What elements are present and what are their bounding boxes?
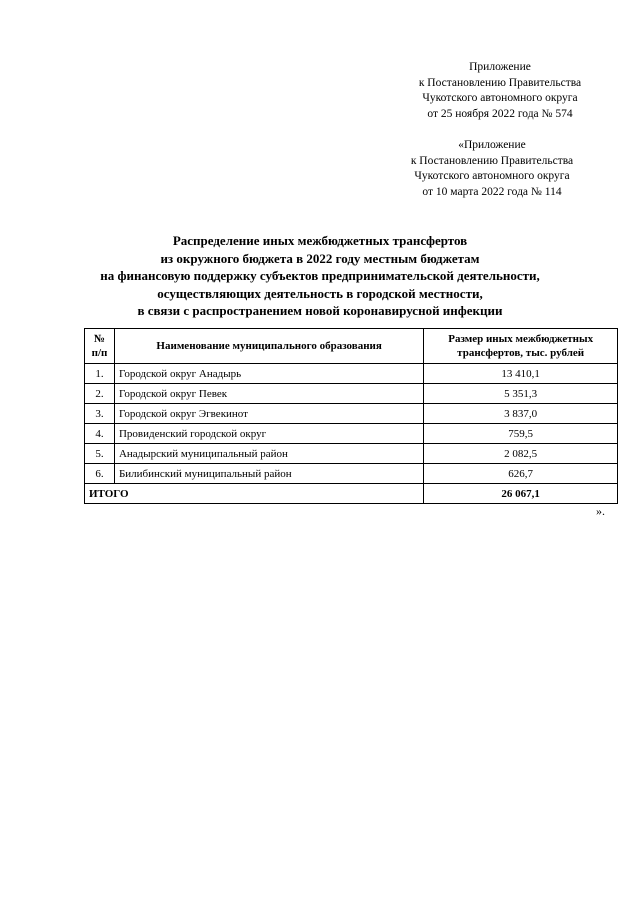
table-row bbox=[85, 364, 618, 384]
row-number: 6. bbox=[85, 464, 115, 484]
row-municipality: Городской округ Певек bbox=[114, 384, 423, 404]
title-line-2: из окружного бюджета в 2022 году местным бюджетам bbox=[160, 250, 480, 266]
row-amount: 3 837,0 bbox=[424, 404, 618, 424]
row-municipality: Городской округ Анадырь bbox=[114, 364, 423, 384]
table-row bbox=[85, 404, 618, 424]
appendix-current-line-4: от 25 ноября 2022 года № 574 bbox=[427, 107, 573, 120]
row-municipality: Провиденский городской округ bbox=[114, 424, 423, 444]
document-title bbox=[60, 232, 580, 320]
row-amount: 5 351,3 bbox=[424, 384, 618, 404]
table-row bbox=[85, 464, 618, 484]
row-number: 5. bbox=[85, 444, 115, 464]
appendix-previous-line-4: от 10 марта 2022 года № 114 bbox=[422, 185, 562, 198]
title-line-1: Распределение иных межбюджетных трансфертов bbox=[172, 233, 468, 248]
appendix-current-line-2: к Постановлению Правительства bbox=[418, 76, 582, 89]
table-total-row bbox=[85, 484, 618, 504]
row-municipality: Городской округ Эгвекинот bbox=[114, 404, 423, 424]
row-municipality: Анадырский муниципальный район bbox=[114, 444, 423, 464]
appendix-previous-heading bbox=[372, 138, 612, 200]
table-header-row bbox=[85, 329, 618, 364]
appendix-current-heading bbox=[380, 60, 620, 122]
total-amount: 26 067,1 bbox=[424, 484, 618, 504]
title-line-5: в связи с распространением новой коронавирусной инфекции bbox=[137, 303, 503, 318]
closing-quote-mark: ». bbox=[596, 504, 605, 518]
header-number-line-2: п/п bbox=[91, 347, 108, 359]
row-amount: 2 082,5 bbox=[424, 444, 618, 464]
appendix-current-line-3: Чукотского автономного округа bbox=[422, 92, 578, 104]
row-amount: 13 410,1 bbox=[424, 364, 618, 384]
header-number bbox=[85, 329, 115, 364]
transfers-table bbox=[84, 328, 618, 504]
table-row bbox=[85, 444, 618, 464]
header-number-line-1: № bbox=[93, 333, 106, 345]
row-number: 3. bbox=[85, 404, 115, 424]
table-row bbox=[85, 384, 618, 404]
appendix-current-line-1: Приложение bbox=[469, 61, 531, 73]
appendix-previous-line-1: «Приложение bbox=[458, 139, 526, 151]
header-amount-line-1: Размер иных межбюджетных bbox=[448, 333, 594, 345]
header-municipality: Наименование муниципального образования bbox=[114, 329, 423, 364]
row-number: 4. bbox=[85, 424, 115, 444]
header-amount-line-2: трансфертов, тыс. рублей bbox=[457, 347, 585, 359]
row-amount: 759,5 bbox=[424, 424, 618, 444]
total-label: ИТОГО bbox=[85, 484, 424, 504]
row-number: 2. bbox=[85, 384, 115, 404]
appendix-previous-line-2: к Постановлению Правительства bbox=[410, 154, 574, 167]
title-line-3: на финансовую поддержку субъектов предпринимательской деятельности, bbox=[100, 268, 540, 283]
title-line-4: осуществляющих деятельность в городской местности, bbox=[157, 285, 483, 301]
row-amount: 626,7 bbox=[424, 464, 618, 484]
row-number: 1. bbox=[85, 364, 115, 384]
header-amount bbox=[424, 329, 618, 364]
table-row bbox=[85, 424, 618, 444]
appendix-previous-line-3: Чукотского автономного округа bbox=[414, 170, 570, 182]
row-municipality: Билибинский муниципальный район bbox=[114, 464, 423, 484]
